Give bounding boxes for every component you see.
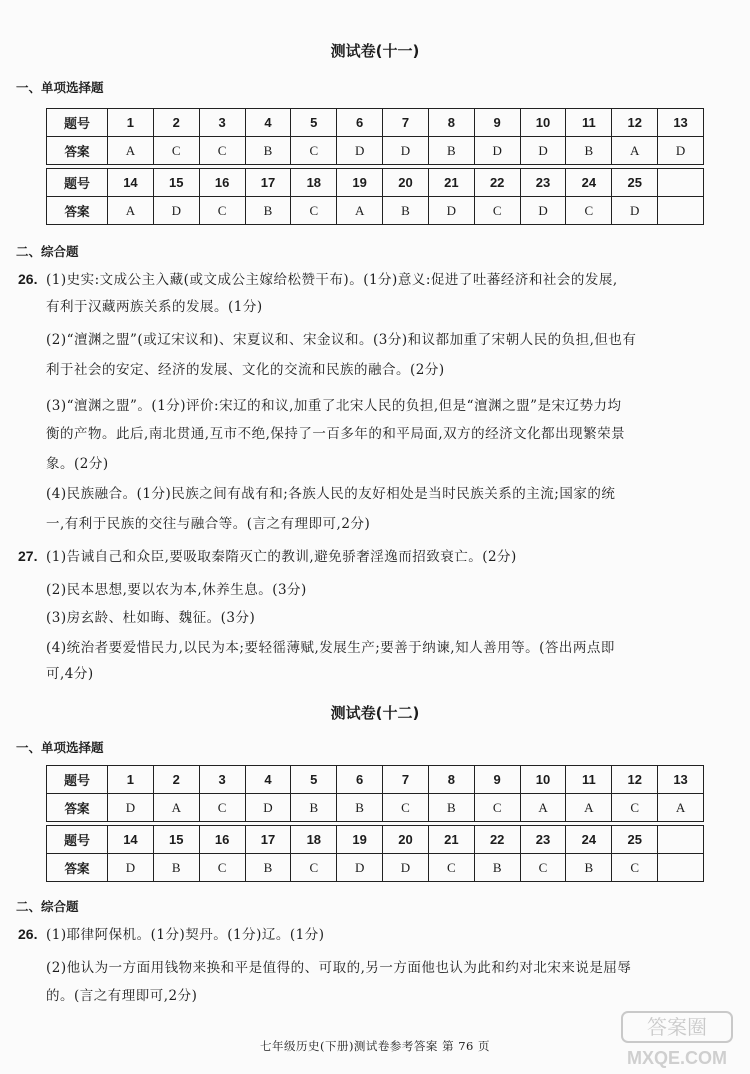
number-cell: 5: [291, 766, 337, 794]
watermark-top-text: 答案圈: [647, 1015, 707, 1039]
header-cell: 答案: [47, 197, 108, 225]
answer-cell: D: [520, 197, 566, 225]
number-cell: 16: [199, 169, 245, 197]
answer-cell: A: [566, 794, 612, 822]
answer-cell: C: [566, 197, 612, 225]
table-row: [47, 109, 704, 137]
number-cell: 24: [566, 169, 612, 197]
number-cell: 9: [474, 766, 520, 794]
answer-cell: D: [153, 197, 199, 225]
answer-cell: B: [245, 137, 291, 165]
number-cell: 9: [474, 109, 520, 137]
answer-cell: C: [153, 137, 199, 165]
answer-cell: [658, 197, 704, 225]
number-cell: [658, 169, 704, 197]
number-cell: 2: [153, 109, 199, 137]
answer-cell: D: [108, 794, 154, 822]
number-cell: 20: [383, 826, 429, 854]
test-11-q26-line: 利于社会的安定、经济的发展、文化的交流和民族的融合。(2分): [46, 362, 445, 378]
number-cell: 3: [199, 109, 245, 137]
answer-cell: C: [291, 854, 337, 882]
test-12-q26-line: (1)耶律阿保机。(1分)契丹。(1分)辽。(1分): [46, 927, 325, 943]
answer-cell: B: [474, 854, 520, 882]
number-cell: 22: [474, 826, 520, 854]
number-cell: 25: [612, 826, 658, 854]
number-cell: 12: [612, 109, 658, 137]
test-12-section-choice: 一、单项选择题: [16, 740, 104, 755]
number-cell: 7: [383, 766, 429, 794]
number-cell: 4: [245, 766, 291, 794]
answer-cell: D: [108, 854, 154, 882]
table-row: [47, 826, 704, 854]
number-cell: 12: [612, 766, 658, 794]
test-11-q26-line: 一,有利于民族的交往与融合等。(言之有理即可,2分): [46, 516, 371, 532]
number-cell: 18: [291, 169, 337, 197]
number-cell: 3: [199, 766, 245, 794]
answer-cell: D: [383, 137, 429, 165]
answer-cell: D: [612, 197, 658, 225]
number-cell: [658, 826, 704, 854]
number-cell: 1: [108, 109, 154, 137]
question-27-number: 27.: [18, 548, 38, 564]
number-cell: 14: [108, 826, 154, 854]
number-cell: 17: [245, 826, 291, 854]
answer-cell: B: [153, 854, 199, 882]
test-11-q26-line: (1)史实:文成公主入藏(或文成公主嫁给松赞干布)。(1分)意义:促进了吐蕃经济和社会的发展,: [46, 272, 618, 288]
answer-cell: C: [199, 854, 245, 882]
number-cell: 10: [520, 109, 566, 137]
answer-cell: C: [291, 197, 337, 225]
number-cell: 10: [520, 766, 566, 794]
watermark-logo: [592, 1010, 742, 1070]
number-cell: 6: [337, 766, 383, 794]
answer-cell: D: [337, 854, 383, 882]
answer-cell: B: [245, 854, 291, 882]
test-11-q27-line: (2)民本思想,要以农为本,休养生息。(3分): [46, 582, 307, 598]
answer-cell: A: [153, 794, 199, 822]
number-cell: 22: [474, 169, 520, 197]
test-12-answer-table: [46, 765, 704, 882]
answer-cell: B: [383, 197, 429, 225]
watermark-bottom-text: MXQE.COM: [626, 1048, 728, 1068]
test-11-title: 测试卷(十一): [330, 42, 420, 60]
answer-cell: C: [199, 137, 245, 165]
question-26-number: 26.: [18, 926, 38, 942]
number-cell: 8: [428, 766, 474, 794]
number-cell: 25: [612, 169, 658, 197]
test-11-q27-line: 可,4分): [46, 666, 94, 682]
test-12-section-comprehensive: 二、综合题: [16, 899, 79, 914]
header-cell: 题号: [47, 826, 108, 854]
answer-cell: B: [337, 794, 383, 822]
header-cell: 题号: [47, 109, 108, 137]
header-cell: 答案: [47, 794, 108, 822]
number-cell: 23: [520, 826, 566, 854]
header-cell: 题号: [47, 766, 108, 794]
page-footer: 七年级历史(下册)测试卷参考答案 第 76 页: [259, 1039, 491, 1053]
number-cell: 18: [291, 826, 337, 854]
answer-cell: A: [337, 197, 383, 225]
test-11-q27-line: (4)统治者要爱惜民力,以民为本;要轻徭薄赋,发展生产;要善于纳谏,知人善用等。(答出两点即: [46, 640, 615, 656]
header-cell: 答案: [47, 854, 108, 882]
answer-cell: D: [337, 137, 383, 165]
answer-cell: B: [245, 197, 291, 225]
test-11-section-comprehensive: 二、综合题: [16, 244, 79, 259]
answer-cell: D: [245, 794, 291, 822]
number-cell: 15: [153, 826, 199, 854]
answer-cell: C: [199, 197, 245, 225]
answer-cell: C: [612, 854, 658, 882]
test-11-q27-line: (1)告诫自己和众臣,要吸取秦隋灭亡的教训,避免骄奢淫逸而招致衰亡。(2分): [46, 549, 517, 565]
test-11-q26-line: 有利于汉藏两族关系的发展。(1分): [46, 299, 263, 315]
answer-cell: A: [612, 137, 658, 165]
answer-cell: D: [520, 137, 566, 165]
table-row: [47, 197, 704, 225]
answer-cell: C: [199, 794, 245, 822]
answer-cell: B: [566, 854, 612, 882]
answer-cell: C: [612, 794, 658, 822]
answer-cell: C: [428, 854, 474, 882]
header-cell: 题号: [47, 169, 108, 197]
number-cell: 13: [658, 766, 704, 794]
number-cell: 17: [245, 169, 291, 197]
number-cell: 24: [566, 826, 612, 854]
answer-cell: C: [474, 197, 520, 225]
answer-cell: D: [474, 137, 520, 165]
answer-cell: D: [383, 854, 429, 882]
test-11-q26-line: (4)民族融合。(1分)民族之间有战有和;各族人民的友好相处是当时民族关系的主流;国家的统: [46, 486, 616, 502]
answer-cell: A: [520, 794, 566, 822]
number-cell: 8: [428, 109, 474, 137]
number-cell: 6: [337, 109, 383, 137]
header-cell: 答案: [47, 137, 108, 165]
test-11-section-choice: 一、单项选择题: [16, 80, 104, 95]
number-cell: 21: [428, 169, 474, 197]
answer-cell: A: [108, 197, 154, 225]
table-row: [47, 794, 704, 822]
table-row: [47, 766, 704, 794]
test-11-q26-line: (3)“澶渊之盟”。(1分)评价:宋辽的和议,加重了北宋人民的负担,但是“澶渊之盟”是宋辽势力均: [46, 398, 622, 414]
number-cell: 1: [108, 766, 154, 794]
answer-cell: C: [383, 794, 429, 822]
answer-cell: B: [428, 137, 474, 165]
number-cell: 21: [428, 826, 474, 854]
test-11-answer-table: [46, 108, 704, 225]
number-cell: 14: [108, 169, 154, 197]
number-cell: 13: [658, 109, 704, 137]
number-cell: 11: [566, 766, 612, 794]
answer-cell: [658, 854, 704, 882]
number-cell: 15: [153, 169, 199, 197]
number-cell: 11: [566, 109, 612, 137]
test-11-q27-line: (3)房玄龄、杜如晦、魏征。(3分): [46, 610, 256, 626]
table-row: [47, 854, 704, 882]
test-12-q26-line: 的。(言之有理即可,2分): [46, 988, 198, 1004]
number-cell: 2: [153, 766, 199, 794]
number-cell: 23: [520, 169, 566, 197]
answer-cell: C: [474, 794, 520, 822]
question-26-number: 26.: [18, 271, 38, 287]
test-11-q26-line: (2)“澶渊之盟”(或辽宋议和)、宋夏议和、宋金议和。(3分)和议都加重了宋朝人民的负担,但也有: [46, 332, 637, 348]
number-cell: 7: [383, 109, 429, 137]
number-cell: 16: [199, 826, 245, 854]
answer-cell: D: [428, 197, 474, 225]
number-cell: 4: [245, 109, 291, 137]
number-cell: 5: [291, 109, 337, 137]
answer-cell: D: [658, 137, 704, 165]
number-cell: 19: [337, 169, 383, 197]
table-row: [47, 169, 704, 197]
number-cell: 19: [337, 826, 383, 854]
table-row: [47, 137, 704, 165]
test-11-q26-line: 衡的产物。此后,南北贯通,互市不绝,保持了一百多年的和平局面,双方的经济文化都出现繁荣景: [46, 426, 626, 442]
answer-cell: A: [658, 794, 704, 822]
answer-cell: A: [108, 137, 154, 165]
answer-cell: C: [291, 137, 337, 165]
answer-cell: B: [428, 794, 474, 822]
answer-cell: B: [566, 137, 612, 165]
test-12-title: 测试卷(十二): [330, 704, 420, 722]
number-cell: 20: [383, 169, 429, 197]
test-11-q26-line: 象。(2分): [46, 456, 109, 472]
answer-cell: C: [520, 854, 566, 882]
answer-cell: B: [291, 794, 337, 822]
test-12-q26-line: (2)他认为一方面用钱物来换和平是值得的、可取的,另一方面他也认为此和约对北宋来说是屈辱: [46, 960, 632, 976]
